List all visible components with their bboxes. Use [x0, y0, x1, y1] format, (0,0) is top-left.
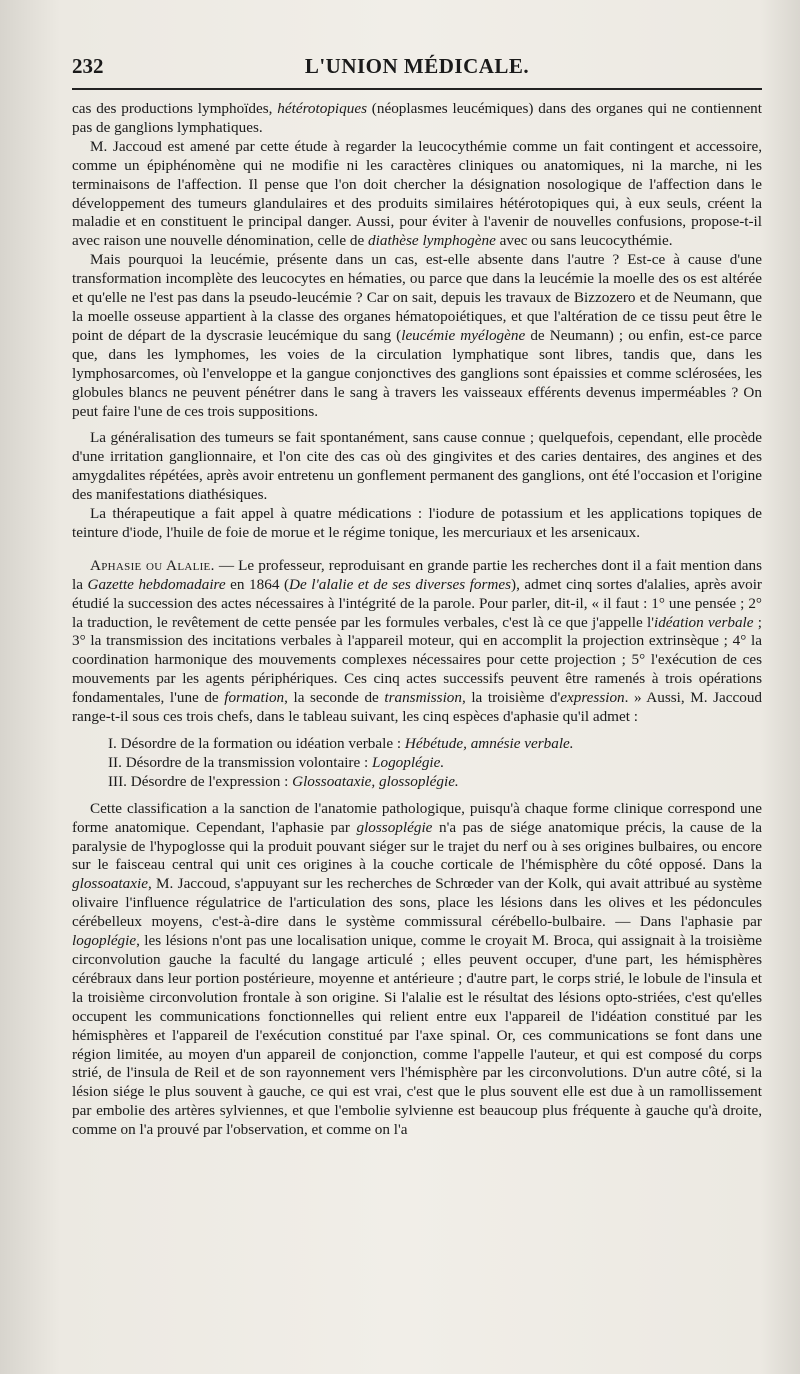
header-rule	[72, 88, 762, 90]
list-item: I. Désordre de la formation ou idéation verbale : Hébétude, amnésie verbale.	[108, 735, 574, 752]
paragraph-1: cas des productions lymphoïdes, hétérotopiques (néoplasmes leucémiques) dans des organes qui ne contiennent pas de ganglions lymphatiques.	[72, 100, 762, 136]
running-title: L'UNION MÉDICALE.	[304, 54, 530, 78]
list-item: III. Désordre de l'expression : Glossoataxie, glossoplégie.	[108, 772, 459, 790]
paragraph-6: Aphasie ou Alalie. — Le professeur, reproduisant en grande partie les recherches dont il a fait mention dans la Gazette hebdomadaire en 1864 (De l'alalie et de ses diverses formes), admet cinq sortes d'alalies, après avoir étudié la succession des actes nécessaires à l'intégrité de la parole. Pour parler, dit-il, « il faut : 1° une pensée ; 2° la traduction, le revêtement de cette pensée par les formules verbales, c'est là ce que j'appelle l'idéation verbale ; 3° la transmission des incitations verbales à l'appareil moteur, qui en accomplit la projection extrinsèque ; 4° la coordination harmonique des mouvements complexes nécessaires pour cette projection ; 5° l'exécution de ces mouvements par les agents périphériques. Ces cinq actes successifs peuvent être ramenés à trois opérations fondamentales, l'une de formation, la seconde de transmission, la troisième d'expression. » Aussi, M. Jaccoud range-t-il sous ces trois chefs, dans le tableau suivant, les cinq espèces d'aphasie qu'il admet :	[72, 556, 763, 726]
paragraph-5: La thérapeutique a fait appel à quatre médications : l'iodure de potassium et les applications topiques de teinture d'iode, l'huile de foie de morue et le régime tonique, les mercuriaux et les arsenicaux.	[72, 505, 762, 541]
list-item: II. Désordre de la transmission volontaire : Logoplégie.	[108, 753, 445, 771]
paragraph-4: La généralisation des tumeurs se fait spontanément, sans cause connue ; quelquefois, cependant, elle procède d'une irritation ganglionnaire, et l'on cite des cas où des gingivites et des caries dentaires, des angines et des amygdalites répétées, après avoir entretenu un gonflement permanent des ganglions, ont été l'occasion et l'origine des manifestations diathésiques.	[72, 429, 762, 504]
section-heading: Aphasie ou Alalie.	[90, 556, 215, 574]
aphasia-classification-list	[108, 735, 762, 792]
page-header	[72, 54, 762, 82]
paragraph-2: M. Jaccoud est amené par cette étude à regarder la leucocythémie comme un fait contingent et accessoire, comme un épiphénomène qui ne modifie ni les caractères cliniques ou anatomiques, ni la marche, ni les terminaisons de l'affection. Il pense que l'on doit chercher la désignation nosologique de l'affection dans le développement des tumeurs glandulaires et des produits similaires hétérotopiques qui, à eux seuls, créent la maladie et en constituent le principal danger. Aussi, pour éviter à l'avenir de nouvelles confusions, propose-t-il avec raison une nouvelle dénomination, celle de diathèse lymphogène avec ou sans leucocythémie.	[72, 137, 762, 250]
paragraph-3: Mais pourquoi la leucémie, présente dans un cas, est-elle absente dans l'autre ? Est-ce à cause d'une transformation incomplète des leucocytes en hématies, ou parce que dans la leucémie la moelle des os est altérée et qu'elle ne l'est pas dans la pseudo-leucémie ? Car on sait, depuis les travaux de Bizzozero et de Neumann, que la moelle osseuse appartient à la classe des organes hématopoiétiques, et que l'altération de ce tissu peut être le point de départ de la dyscrasie leucémique du sang (leucémie myélogène de Neumann) ; ou enfin, est-ce parce que, dans les lymphomes, les voies de la circulation lymphatique sont libres, tandis que, dans les lymphosarcomes, où l'enveloppe et la gangue conjonctives des ganglions sont épaissies et comme sclérosées, les globules blancs ne peuvent pénétrer dans le sang à travers les vaisseaux efférents devenus imperméables ? On peut faire l'une de ces trois suppositions.	[72, 251, 762, 420]
body-text	[72, 100, 762, 1140]
page-number: 232	[72, 54, 104, 78]
paragraph-7: Cette classification a la sanction de l'anatomie pathologique, puisqu'à chaque forme clinique correspond une forme anatomique. Cependant, l'aphasie par glossoplégie n'a pas de siége anatomique précis, la cause de la paralysie de l'hypoglosse qui la produit pouvant siéger sur le trajet du nerf ou à ses origines bulbaires, ou encore sur le faisceau central qui unit ces origines à la couche corticale de l'hémisphère du côté opposé. Dans la glossoataxie, M. Jaccoud, s'appuyant sur les recherches de Schrœder van der Kolk, qui avait attribué au système olivaire l'influence régulatrice de l'articulation des sons, place les lésions dans les olives et les pédoncules cérébelleux moyens, c'est-à-dire dans le système commissural cérébello-bulbaire. — Dans l'aphasie par logoplégie, les lésions n'ont pas une localisation unique, comme le croyait M. Broca, qui assignait à la troisième circonvolution gauche la faculté du langage articulé ; elles peuvent occuper, d'une part, les hémisphères cérébraux dans leur portion postérieure, moyenne et antérieure ; d'autre part, le corps strié, le lobule de l'insula et la troisième circonvolution frontale à son origine. Si l'alalie est le résultat des lésions opto-striées, c'est qu'elles occupent les communications fonctionnelles qui relient entre eux l'appareil de l'idéation constitué par les hémisphères et l'appareil de l'exécution constitué par l'axe spinal. Or, ces communications se font dans une région limitée, au moyen d'un appareil de conjonction, comme l'appelle l'auteur, et qui est composé du corps strié, de l'insula de Reil et de son rayonnement vers l'hémisphère par les circonvolutions. D'un autre côté, si la lésion siége le plus souvent à gauche, ce qui est vrai, c'est que le plus souvent elle est due à un ramollissement par embolie des artères sylviennes, et que l'embolie sylvienne est beaucoup plus fréquente à gauche qu'à droite, comme on l'a prouvé par l'observation, et comme on l'a	[72, 799, 763, 1139]
